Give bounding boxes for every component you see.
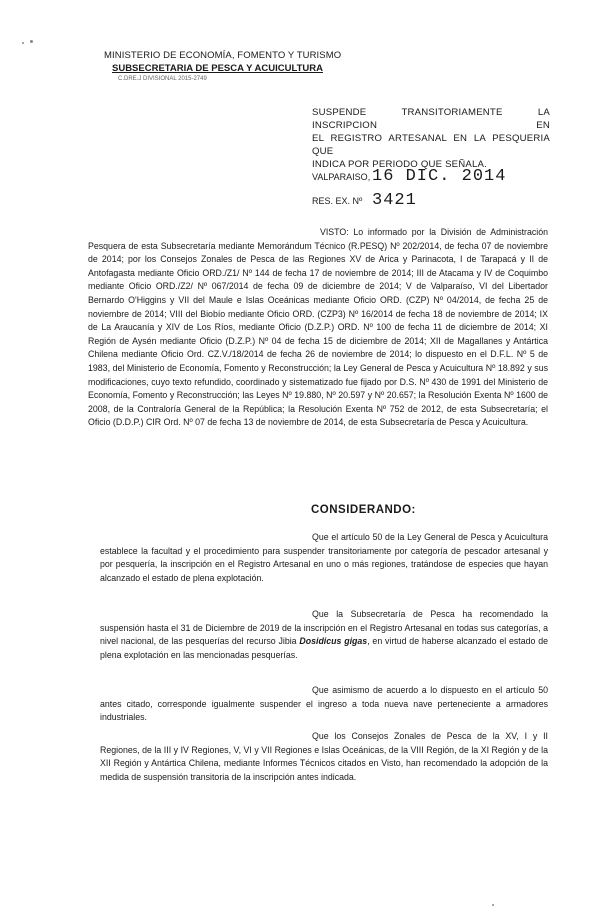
considerando-paragraph-4 (100, 730, 548, 784)
paragraph-text: Que la Subsecretaría de Pesca ha recomendado la suspensión hasta el 31 de Diciembre de 2019 de la inscripción en el Registro Artesanal en todas sus categorías, a nivel nacional, de las pesquerías del recurso Jibia (100, 609, 548, 647)
scan-speck (30, 40, 33, 43)
letterhead (104, 50, 364, 84)
paragraph-text: , en virtud de haberse alcanzado el estado de plena explotación en las mencionadas pesquerías. (100, 636, 548, 660)
subsecretaria-name: SUBSECRETARIA DE PESCA Y ACUICULTURA (112, 63, 323, 74)
visto-paragraph (88, 226, 548, 430)
considerando-paragraph-2 (100, 608, 548, 662)
subject-line: SUSPENDE TRANSITORIAMENTE LA INSCRIPCION EN (312, 107, 550, 131)
resolution-meta (312, 167, 506, 215)
paragraph-text: Que asimismo de acuerdo a lo dispuesto en el artículo 50 antes citado, corresponde igualmente suspender el ingreso a toda nueva nave perteneciente a armadores industriales. (100, 685, 548, 723)
considerando-paragraph-1 (100, 531, 548, 585)
resex-label: RES. EX. Nº (312, 196, 363, 206)
subject-line: INDICA POR PERIODO QUE SEÑALA. (312, 159, 487, 170)
scan-speck (492, 904, 494, 906)
place-label: VALPARAISO, (312, 172, 371, 182)
resex-number: 3421 (372, 191, 417, 210)
resolution-subject (312, 106, 550, 171)
paragraph-text: Que el artículo 50 de la Ley General de Pesca y Acuicultura establece la facultad y el procedimiento para suspender transitoriamente por categoría de pescador artesanal y por pesquería, la inscripción en el Registro Artesanal en uno o más regiones, tratándose de especies que hayan alcanzado el estado de plena explotación. (100, 532, 548, 583)
species-name: Dosidicus gigas (299, 636, 368, 647)
visto-text: VISTO: Lo informado por la División de Administración Pesquera de esta Subsecretaría mediante Memorándum Técnico (R.PESQ) Nº 202/2014, de fecha 07 de noviembre de 2014; por los Consejos Zonales de Pesca de las Regiones XV de Arica y Parinacota, I de Tarapacá y II de Antofagasta mediante Oficio ORD./Z1/ Nº 144 de fecha 17 de noviembre de 2014; III de Atacama y IV de Coquimbo mediante Oficio ORD./Z2/ Nº 067/2014 de fecha 09 de diciembre de 2014; V de Valparaíso, VI del Libertador Bernardo O'Higgins y VII del Maule e Islas Oceánicas mediante Oficio ORD. (CZP) Nº 04/2014, de fecha 25 de noviembre de 2014; VIII del Biobío mediante Oficio ORD. (CZP3) Nº 16/2014 de fecha 18 de noviembre de 2014; IX de La Araucanía y XIV de Los Ríos, mediante Oficio (D.Z.P.) ORD. Nº 100 de fecha 11 de diciembre de 2014; XI Región de Aysén mediante Oficio (D.Z.P.) Nº 04 de fecha 15 de diciembre de 2014; XII de Magallanes y Antártica Chilena mediante Oficio Ord. CZ.V./18/2014 de fecha 26 de noviembre de 2014; lo dispuesto en el D.F.L. Nº 5 de 1983, del Ministerio de Economía, Fomento y Reconstrucción; la Ley General de Pesca y Acuicultura Nº 18.892 y sus modificaciones, cuyo texto refundido, coordinado y sistematizado fue fijado por D.S. Nº 430 de 1991 del Ministerio de Economía, Fomento y Reconstrucción; las Leyes Nº 19.880, Nº 20.597 y Nº 20.657; la Resolución Exenta Nº 1600 de 2008, de la Contraloría General de la República; la Resolución Exenta Nº 752 de 2012, de esta Subsecretaría; el Oficio (D.D.P.) CIR Ord. Nº 07 de fecha 13 de noviembre de 2014, de esta Subsecretaría de Pesca y Acuicultura. (88, 227, 548, 428)
office-code: C.DRE.J DIVISIONAL 2015-2749 (118, 76, 207, 82)
considerando-heading: CONSIDERANDO: (311, 504, 416, 516)
scan-speck (22, 42, 24, 44)
resolution-date: 16 DIC. 2014 (372, 167, 507, 186)
considerando-paragraph-3 (100, 684, 548, 725)
paragraph-text: Que los Consejos Zonales de Pesca de la XV, I y II Regiones, de la III y IV Regiones, V, VI y VII Regiones e Islas Oceánicas, de la VIII Región, de la XI Región y de la XII Región y Antártica Chilena, mediante Informes Técnicos citados en Visto, han recomendado la adopción de la medida de suspensión transitoria de la inscripción antes indicada. (100, 731, 548, 782)
ministry-name: MINISTERIO DE ECONOMÍA, FOMENTO Y TURISMO (104, 50, 342, 61)
subject-line: EL REGISTRO ARTESANAL EN LA PESQUERIA QUE (312, 133, 550, 157)
